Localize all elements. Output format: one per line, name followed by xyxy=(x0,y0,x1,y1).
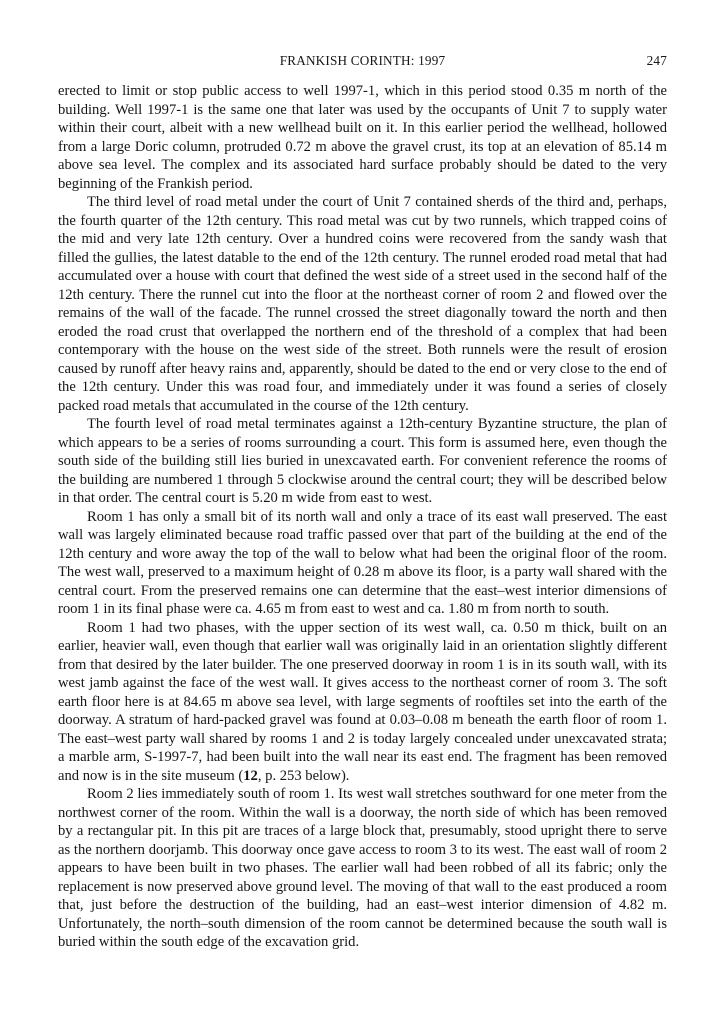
paragraph-6: Room 2 lies immediately south of room 1. Its west wall stretches southward for one meter from the northwest corner of the room. Within the wall is a doorway, the north side of which has been removed by a rectangular pit. In this pit are traces of a large block that, presumably, stood upright there to serve as the northern doorjamb. This doorway once gave access to room 3 to its west. The east wall of room 2 appears to have been built in two phases. The earlier wall had been robbed of all its fabric; only the replacement is now preserved above ground level. The moving of that wall to the east produced a room that, just before the destruction of the building, had an east–west interior dimension of 4.82 m. Unfortunately, the north–south dimension of the room cannot be determined because the south wall is buried within the south edge of the excavation grid. xyxy=(58,786,667,950)
paragraph-5-text: Room 1 had two phases, with the upper section of its west wall, ca. 0.50 m thick, built on an earlier, heavier wall, even though that earlier wall was originally laid in an orientation slightly different from that desired by the later builder. The one preserved doorway in room 1 is in its south wall, with its west jamb against the face of the west wall. It gives access to the northeast corner of room 3. The soft earth floor here is at 84.65 m above sea level, with large segments of rooftiles set into the earth of the doorway. A stratum of hard-packed gravel was found at 0.03–0.08 m beneath the earth floor of room 1. The east–west party wall shared by rooms 1 and 2 is today largely concealed under unexcavated strata; a marble arm, S-1997-7, had been built into the wall near its east end. The fragment has been removed and now is in the site museum ( xyxy=(58,619,667,784)
body-text xyxy=(58,82,667,952)
page-number: 247 xyxy=(646,53,667,68)
paragraph-5-tail: , p. 253 below). xyxy=(257,767,350,784)
paragraph-1: erected to limit or stop public access to well 1997-1, which in this period stood 0.35 m north of the building. Well 1997-1 is the same one that later was used by the occupants of Unit 7 to supply water within their court, albeit with a new wellhead built on it. In this earlier period the wellhead, hollowed from a large Doric column, protruded 0.72 m above the gravel crust, its top at an elevation of 85.14 m above sea level. The complex and its associated hard surface probably should be dated to the very beginning of the Frankish period. xyxy=(58,83,667,192)
paragraph-2: The third level of road metal under the court of Unit 7 contained sherds of the third and, perhaps, the fourth quarter of the 12th century. This road metal was cut by two runnels, which trapped coins of the mid and very late 12th century. Over a hundred coins were recovered from the sandy wash that filled the gullies, the latest datable to the end of the 12th century. The runnel eroded road metal that had accumulated over a house with court that defined the west side of a street used in the second half of the 12th century. There the runnel cut into the floor at the northeast corner of room 2 and flowed over the remains of the wall of the facade. The runnel crossed the street diagonally toward the north and then eroded the road crust that overlapped the northern end of the threshold of a complex that had been contemporary with the house on the west side of the street. Both runnels were the result of erosion caused by runoff after heavy rains and, apparently, should be dated to the end or very close to the end of the 12th century. Under this was road four, and immediately under it was found a series of closely packed road metals that accumulated in the course of the 12th century. xyxy=(58,194,667,414)
running-title: FRANKISH CORINTH: 1997 xyxy=(279,53,446,68)
paragraph-5 xyxy=(58,619,667,786)
catalog-reference: 12 xyxy=(243,767,258,784)
paragraph-4: Room 1 has only a small bit of its north wall and only a trace of its east wall preserved. The east wall was largely eliminated because road traffic passed over that part of the building at the end of the 12th century and wore away the top of the wall to below what had been the original floor of the room. The west wall, preserved to a maximum height of 0.28 m above its floor, is a party wall shared with the central court. From the preserved remains one can determine that the east–west interior dimensions of room 1 in its final phase were ca. 4.65 m from east to west and ca. 1.80 m from north to south. xyxy=(58,508,667,617)
paragraph-3: The fourth level of road metal terminates against a 12th-century Byzantine structure, the plan of which appears to be a series of rooms surrounding a court. This form is assumed here, even though the south side of the building still lies buried in unexcavated earth. For convenient reference the rooms of the building are numbered 1 through 5 clockwise around the central court; they will be described below in that order. The central court is 5.20 m wide from east to west. xyxy=(58,416,667,506)
page xyxy=(58,0,667,952)
running-head xyxy=(58,53,667,73)
